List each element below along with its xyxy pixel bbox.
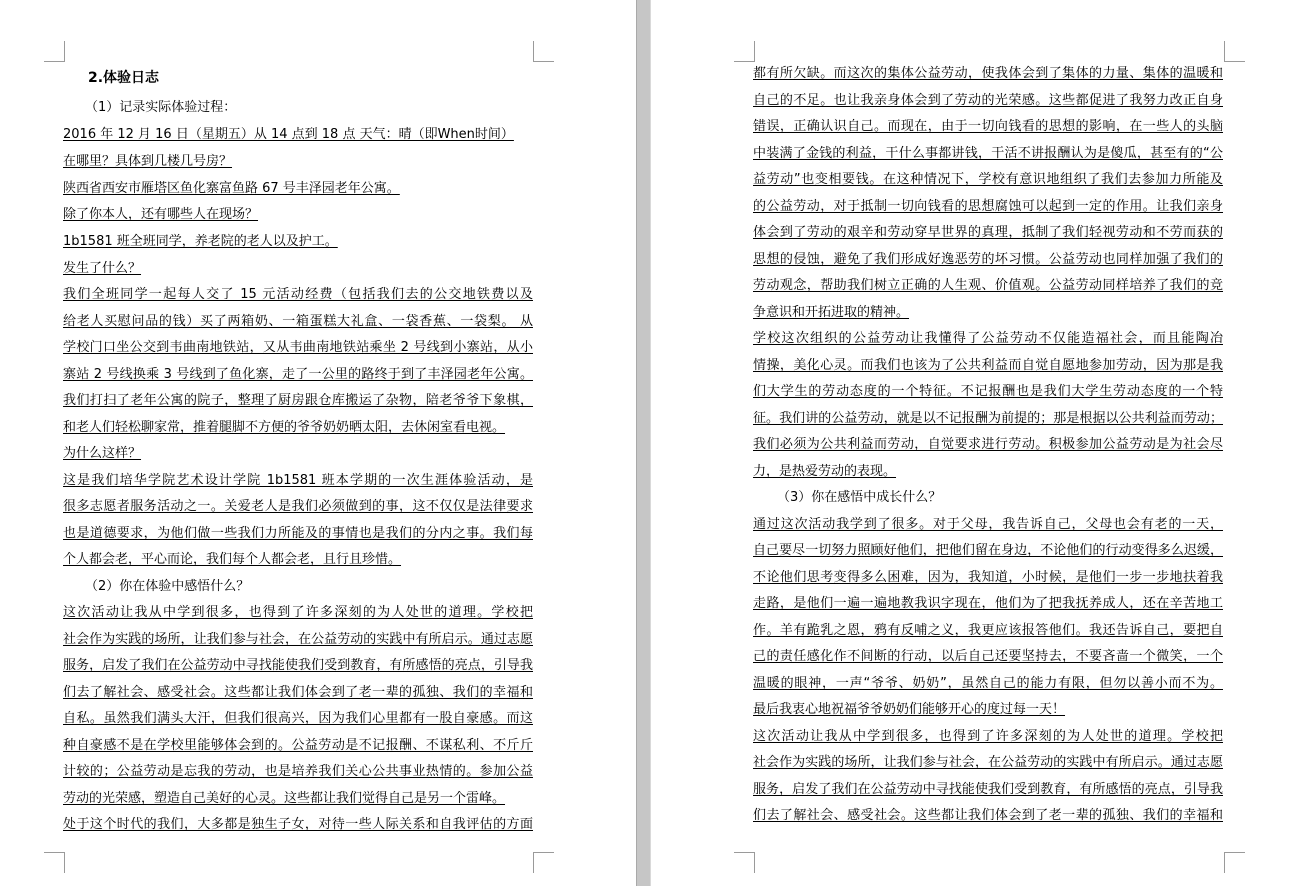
body-line: 服务，启发了我们在公益劳动中寻找能使我们受到教育，有所感悟的亮点，引导我 [753,782,1223,797]
body-line: 这次活动让我从中学到很多，也得到了许多深刻的为人处世的道理。学校把 [63,605,533,620]
body-line: 社会作为实践的场所，让我们参与社会，在公益劳动的实践中有所启示。通过志愿 [63,632,533,647]
body-line: 走路，是他们一遍一遍地教我识字现在，他们为了把我抚养成人，还在辛苦地工 [753,596,1223,611]
question-who: 除了你本人，还有哪些人在现场？ [63,207,259,222]
body-line: 很多志愿者服务活动之一。关爱老人是我们必须做到的事，这不仅仅是法律要求 [63,499,533,514]
margin-corner-mark [44,41,65,62]
margin-corner-mark [734,852,755,873]
body-line: 劳动观念，帮助我们树立正确的人生观、价值观。公益劳动同样培养了我们的竞 [753,278,1223,293]
body-line: 自己要尽一切努力照顾好他们，把他们留在身边，不论他们的行动变得多么迟缓， [753,543,1223,558]
body-line: 我们打扫了老年公寓的院子，整理了厨房跟仓库搬运了杂物，陪老爷爷下象棋， [63,393,533,408]
body-line: 情操，美化心灵。而我们也该为了公共利益而自觉自愿地参加劳动，因为那是我 [753,358,1223,373]
body-line: 服务，启发了我们在公益劳动中寻找能使我们受到教育，有所感悟的亮点，引导我 [63,658,533,673]
page-gutter [636,0,651,886]
body-line: 们去了解社会、感受社会。这些都让我们体会到了老一辈的孤独、我们的幸福和 [753,808,1223,823]
body-line: 这次活动让我从中学到很多，也得到了许多深刻的为人处世的道理。学校把 [753,729,1223,744]
body-line: 不论他们思考变得多么困难，因为，我知道，小时候，是他们一步一步地扶着我 [753,570,1223,585]
body-line: 劳动的光荣感，塑造自己美好的心灵。这些都让我们觉得自己是另一个雷峰。 [63,791,506,806]
body-line: 益劳动”也变相要钱。在这种情况下，学校有意识地组织了我们去参加力所能及 [753,172,1223,187]
margin-corner-mark [1224,852,1245,873]
body-line: 这是我们培华学院艺术设计学院 1b1581 班本学期的一次生涯体验活动，是 [63,473,533,488]
body-line: 体会到了劳动的艰辛和劳动穿早世界的真理，抵制了我们轻视劳动和不劳而获的 [753,225,1223,240]
body-line: 社会作为实践的场所，让我们参与社会，在公益劳动的实践中有所启示。通过志愿 [753,755,1223,770]
body-line: 们去了解社会、感受社会。这些都让我们体会到了老一辈的孤独、我们的幸福和 [63,685,533,700]
margin-corner-mark [1224,41,1245,62]
body-line: 最后我衷心地祝福爷爷奶奶们能够开心的度过每一天！ [753,702,1066,717]
body-line: 我们必须为公共利益而劳动，自觉要求进行劳动。积极参加公益劳动是为社会尽 [753,437,1223,452]
body-line: 争意识和开拓进取的精神。 [753,305,910,320]
answer-where: 陕西省西安市雁塔区鱼化寨富鱼路 67 号丰泽园老年公寓。 [63,181,400,196]
body-line: 思想的侵蚀，避免了我们形成好逸恶劳的坏习惯。公益劳动也同样加强了我们的 [753,252,1223,267]
body-line: 通过这次活动我学到了很多。对于父母，我告诉自己，父母也会有老的一天， [753,517,1223,532]
document-page-right [651,0,1292,886]
section-heading: 2.体验日志 [88,70,160,86]
body-line: 给老人买慰问品的钱）买了两箱奶、一箱蛋糕大礼盒、一袋香蕉、一袋梨。 从 [63,314,533,329]
body-line: 自私。虽然我们满头大汗，但我们很高兴，因为我们心里都有一股自豪感。而这 [63,711,533,726]
answer-who: 1b1581 班全班同学，养老院的老人以及护工。 [63,234,338,249]
body-line: 作。羊有跪乳之恩，鸦有反哺之义，我更应该报答他们。我还告诉自己，要把自 [753,623,1223,638]
date-line: 2016 年 12 月 16 日（星期五）从 14 点到 18 点 天气：晴（即When时间） [63,127,514,142]
body-line: 们大学生的劳动态度的一个特征。不记报酬也是我们大学生劳动态度的一个特 [753,384,1223,399]
body-line: 力，是热爱劳动的表现。 [753,464,897,479]
body-line: 我们全班同学一起每人交了 15 元活动经费（包括我们去的公交地铁费以及 [63,287,533,302]
body-line: 种自豪感不是在学校里能够体会到的。公益劳动是不记报酬、不谋私利、不斤斤 [63,738,533,753]
body-line: 和老人们轻松聊家常，推着腿脚不方便的爷爷奶奶晒太阳，去休闲室看电视。 [63,420,506,435]
body-line: 的公益劳动，对于抵制一切向钱看的思想腐蚀可以起到一定的作用。让我们亲身 [753,199,1223,214]
body-line: 己的责任感化作不间断的行动，以后自己还要坚持去，不要吝啬一个微笑，一个 [753,649,1223,664]
question-where: 在哪里？具体到几楼几号房？ [63,154,233,169]
subsection-heading: （1）记录实际体验过程： [85,100,237,115]
body-line: 错误，正确认识自己。而现在，由于一切向钱看的思想的影响，在一些人的头脑 [753,119,1223,134]
margin-corner-mark [734,41,755,62]
body-line: 学校这次组织的公益劳动让我懂得了公益劳动不仅能造福社会，而且能陶冶 [753,331,1223,346]
body-line: 温暖的眼神，一声“爷爷、奶奶”，虽然自己的能力有限，但勿以善小而不为。 [753,676,1223,691]
subsection-heading: （2）你在体验中感悟什么？ [85,579,250,594]
margin-corner-mark [44,852,65,873]
body-line: 学校门口坐公交到韦曲南地铁站，又从韦曲南地铁站乘坐 2 号线到小寨站，从小 [63,340,533,355]
margin-corner-mark [533,41,554,62]
margin-corner-mark [533,852,554,873]
subsection-heading: （3）你在感悟中成长什么？ [777,490,942,505]
body-line: 寨站 2 号线换乘 3 号线到了鱼化寨，走了一公里的路终于到了丰泽园老年公寓。 [63,367,533,382]
body-line: 也是道德要求，为他们做一些我们力所能及的事情也是我们的分内之事。我们每 [63,526,533,541]
document-page-left [0,0,636,886]
body-line: 个人都会老，平心而论，我们每个人都会老，且行且珍惜。 [63,552,402,567]
question-what: 发生了什么？ [63,261,142,276]
body-line: 中装满了金钱的利益，干什么事都讲钱，干活不讲报酬认为是傻瓜，甚至有的“公 [753,146,1223,161]
body-line: 计较的；公益劳动是忘我的劳动，也是培养我们关心公共事业热情的。参加公益 [63,764,533,779]
body-line: 征。我们讲的公益劳动，就是以不记报酬为前提的；那是根据以公共利益而劳动； [753,411,1223,426]
body-line: 都有所欠缺。而这次的集体公益劳动，使我体会到了集体的力量、集体的温暖和 [753,66,1223,81]
body-line: 自己的不足。也让我亲身体会到了劳动的光荣感。这些都促进了我努力改正自身 [753,93,1223,108]
body-line: 处于这个时代的我们，大多都是独生子女，对待一些人际关系和自我评估的方面 [63,817,533,832]
question-why: 为什么这样？ [63,446,142,461]
